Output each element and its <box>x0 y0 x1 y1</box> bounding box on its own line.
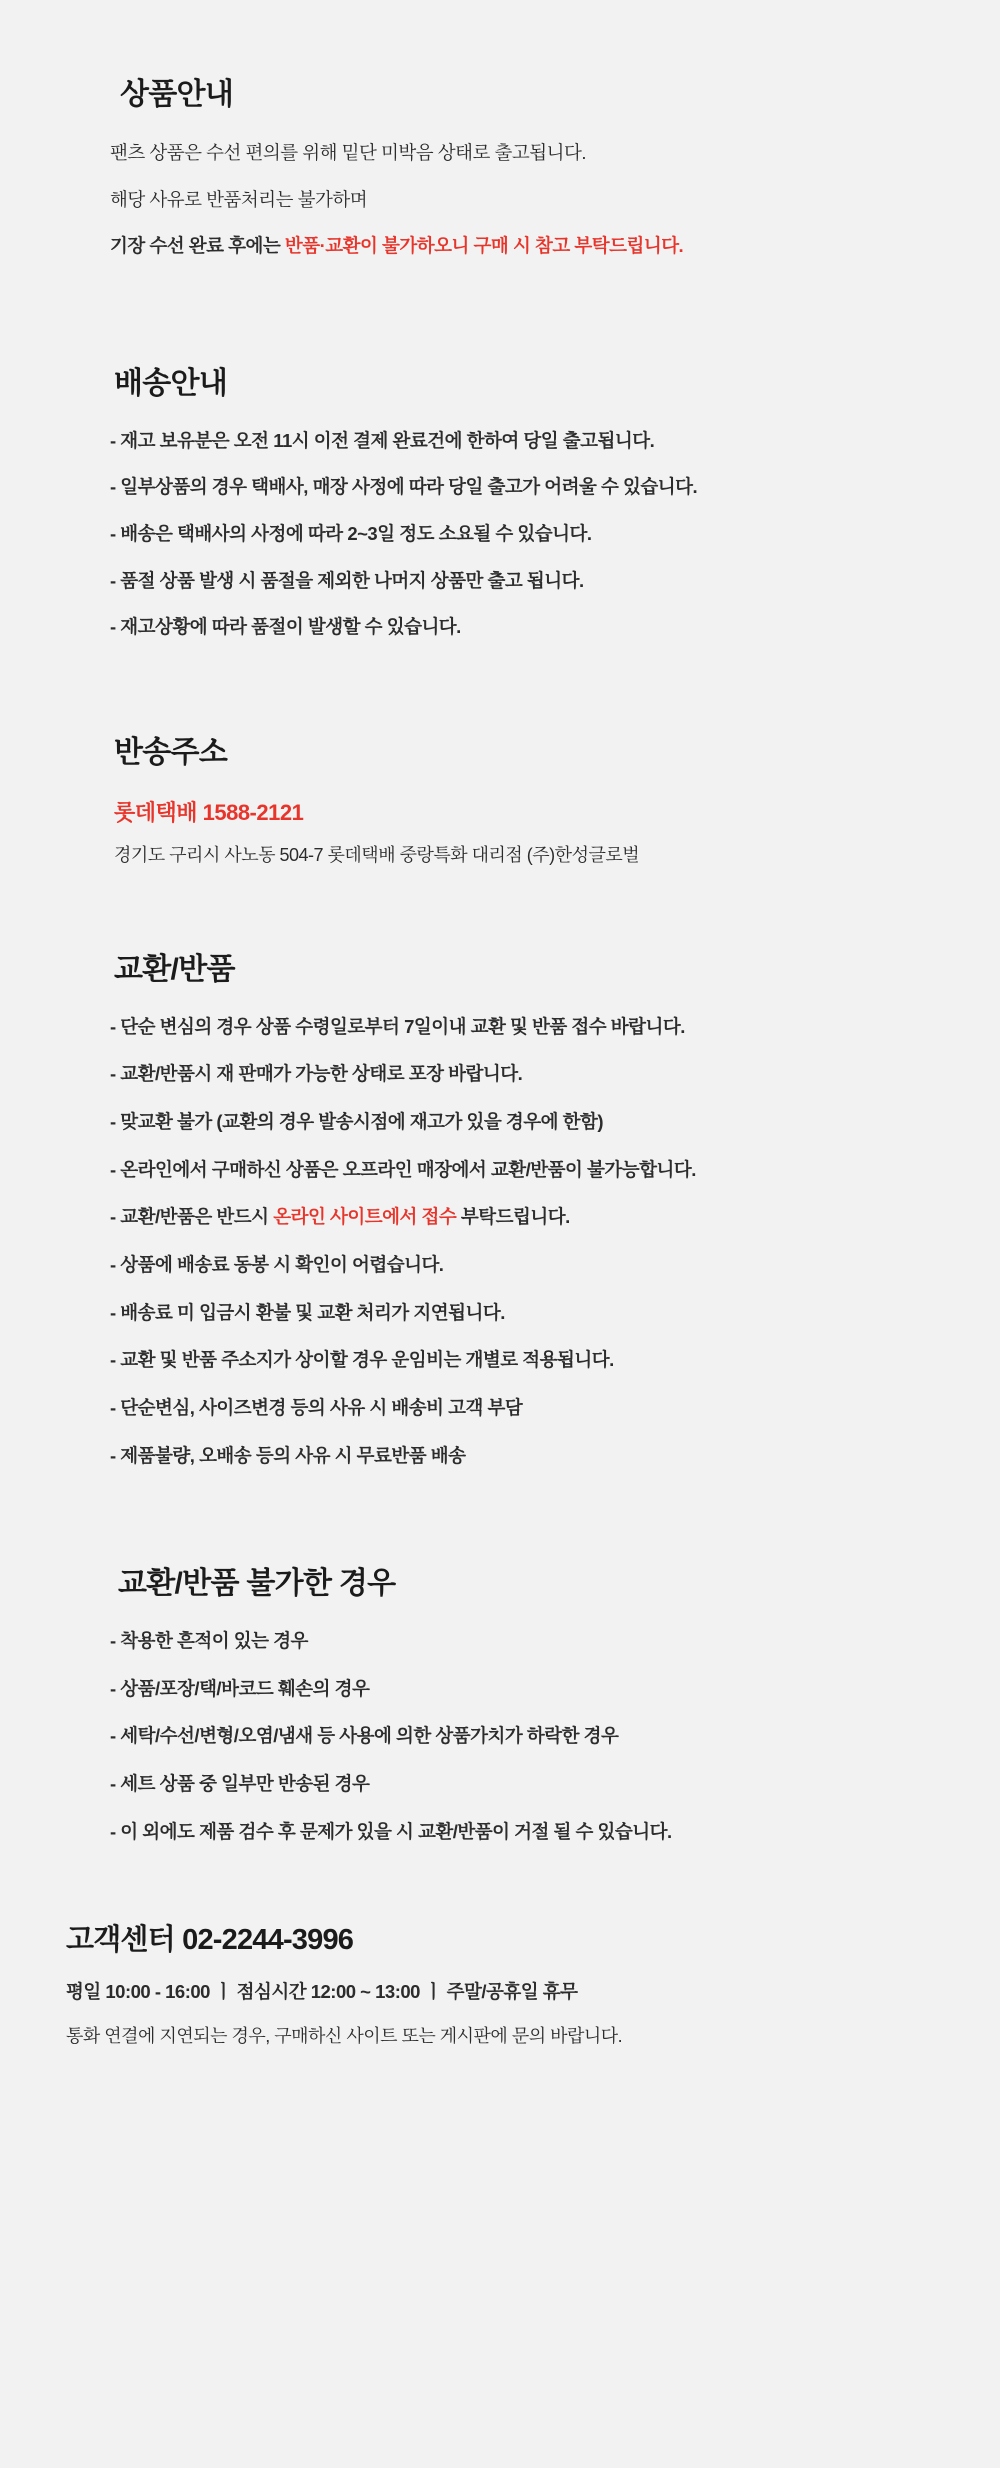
info-line-part: - 착용한 흔적이 있는 경우 <box>110 1630 308 1652</box>
info-line-part: 온라인 사이트에서 접수 <box>273 1206 457 1228</box>
info-line-part: - 세탁/수선/변형/오염/냄새 등 사용에 의한 상품가치가 하락한 경우 <box>110 1725 619 1747</box>
info-line-part: 팬츠 상품은 수선 편의를 위해 밑단 미박음 상태로 출고됩니다. <box>110 141 587 163</box>
delivery-info-lines <box>110 427 890 642</box>
section-delivery-info <box>0 279 1000 642</box>
info-line-part: - 품절 상품 발생 시 품절을 제외한 나머지 상품만 출고 됩니다. <box>110 569 584 591</box>
info-line-part: - 재고상황에 따라 품절이 발생할 수 있습니다. <box>110 616 461 638</box>
section-no-exchange-cases <box>0 1489 1000 1846</box>
exchange-return-lines <box>110 1013 890 1471</box>
customer-service-note: 통화 연결에 지연되는 경우, 구매하신 사이트 또는 게시판에 문의 바랍니다. <box>66 2026 623 2047</box>
info-line <box>110 1060 890 1089</box>
info-line-part: - 온라인에서 구매하신 상품은 오프라인 매장에서 교환/반품이 불가능합니다. <box>110 1158 696 1180</box>
customer-service-hours: 평일 10:00 - 16:00 ㅣ 점심시간 12:00 ~ 13:00 ㅣ 주말/공휴일 휴무 <box>66 1981 578 2003</box>
info-line-part: 기장 수선 완료 후에는 <box>110 235 285 257</box>
info-line-part: - 세트 상품 중 일부만 반송된 경우 <box>110 1773 370 1795</box>
info-line <box>110 1627 890 1656</box>
info-line <box>110 1203 890 1232</box>
no-exchange-lines <box>110 1627 890 1846</box>
info-line-part: - 상품에 배송료 동봉 시 확인이 어렵습니다. <box>110 1253 444 1275</box>
info-line-part: - 교환 및 반품 주소지가 상이할 경우 운임비는 개별로 적용됩니다. <box>110 1349 614 1371</box>
section-title-product-info: 상품안내 <box>120 77 234 111</box>
info-line-part: - 일부상품의 경우 택배사, 매장 사정에 따라 당일 출고가 어려울 수 있습니다. <box>110 476 698 498</box>
section-title-no-exchange: 교환/반품 불가한 경우 <box>118 1567 396 1601</box>
section-title-return-address: 반송주소 <box>114 735 228 769</box>
info-line-part: - 단순변심, 사이즈변경 등의 사유 시 배송비 고객 부담 <box>110 1396 523 1418</box>
section-customer-service <box>0 1865 1000 2048</box>
info-line-part: - 교환/반품시 재 판매가 가능한 상태로 포장 바랍니다. <box>110 1063 523 1085</box>
info-line-part: - 배송료 미 입금시 환불 및 교환 처리가 지연됩니다. <box>110 1301 505 1323</box>
info-line <box>110 567 890 596</box>
product-info-lines <box>110 139 890 261</box>
info-line-part: - 이 외에도 제품 검수 후 문제가 있을 시 교환/반품이 거절 될 수 있습니다. <box>110 1820 672 1842</box>
info-line-part: - 제품불량, 오배송 등의 사유 시 무료반품 배송 <box>110 1444 466 1466</box>
info-line <box>110 1346 890 1375</box>
info-line <box>110 1722 890 1751</box>
info-line <box>110 473 890 502</box>
info-line <box>110 1013 890 1042</box>
return-address-text: 경기도 구리시 사노동 504-7 롯데택배 중랑특화 대리점 (주)한성글로벌 <box>114 844 640 865</box>
section-exchange-return <box>0 867 1000 1471</box>
info-line <box>110 232 890 261</box>
info-line-part: 부탁드립니다. <box>456 1206 570 1228</box>
info-line <box>110 1394 890 1423</box>
return-address-body <box>110 796 890 867</box>
info-line <box>110 520 890 549</box>
info-line <box>110 1770 890 1799</box>
customer-service-title: 고객센터 02-2244-3996 <box>66 1924 354 1957</box>
info-line <box>110 1818 890 1847</box>
info-line <box>110 1299 890 1328</box>
info-line <box>110 186 890 215</box>
info-line <box>110 1156 890 1185</box>
info-line-part: 반품·교환이 불가하오니 구매 시 참고 부탁드립니다. <box>284 235 684 257</box>
info-line-part: 해당 사유로 반품처리는 불가하며 <box>110 188 368 210</box>
info-line-part: - 재고 보유분은 오전 11시 이전 결제 완료건에 한하여 당일 출고됩니다. <box>110 429 655 451</box>
info-line <box>110 427 890 456</box>
info-line-part: - 교환/반품은 반드시 <box>110 1206 274 1228</box>
info-line <box>110 139 890 168</box>
info-line <box>110 613 890 642</box>
info-line <box>110 1108 890 1137</box>
info-line-part: - 단순 변심의 경우 상품 수령일로부터 7일이내 교환 및 반품 접수 바랍니다. <box>110 1015 685 1037</box>
info-line-part: - 맞교환 불가 (교환의 경우 발송시점에 재고가 있을 경우에 한함) <box>110 1110 604 1132</box>
info-line <box>110 1442 890 1471</box>
courier-phone: 롯데택배 1588-2121 <box>114 799 304 825</box>
info-line-part: - 배송은 택배사의 사정에 따라 2~3일 정도 소요될 수 있습니다. <box>110 523 592 545</box>
info-line <box>110 1251 890 1280</box>
section-title-exchange-return: 교환/반품 <box>114 952 235 986</box>
info-line <box>110 1675 890 1704</box>
section-title-delivery: 배송안내 <box>114 366 228 400</box>
section-product-info <box>0 0 1000 261</box>
info-line-part: - 상품/포장/택/바코드 훼손의 경우 <box>110 1677 370 1699</box>
section-return-address <box>0 660 1000 867</box>
